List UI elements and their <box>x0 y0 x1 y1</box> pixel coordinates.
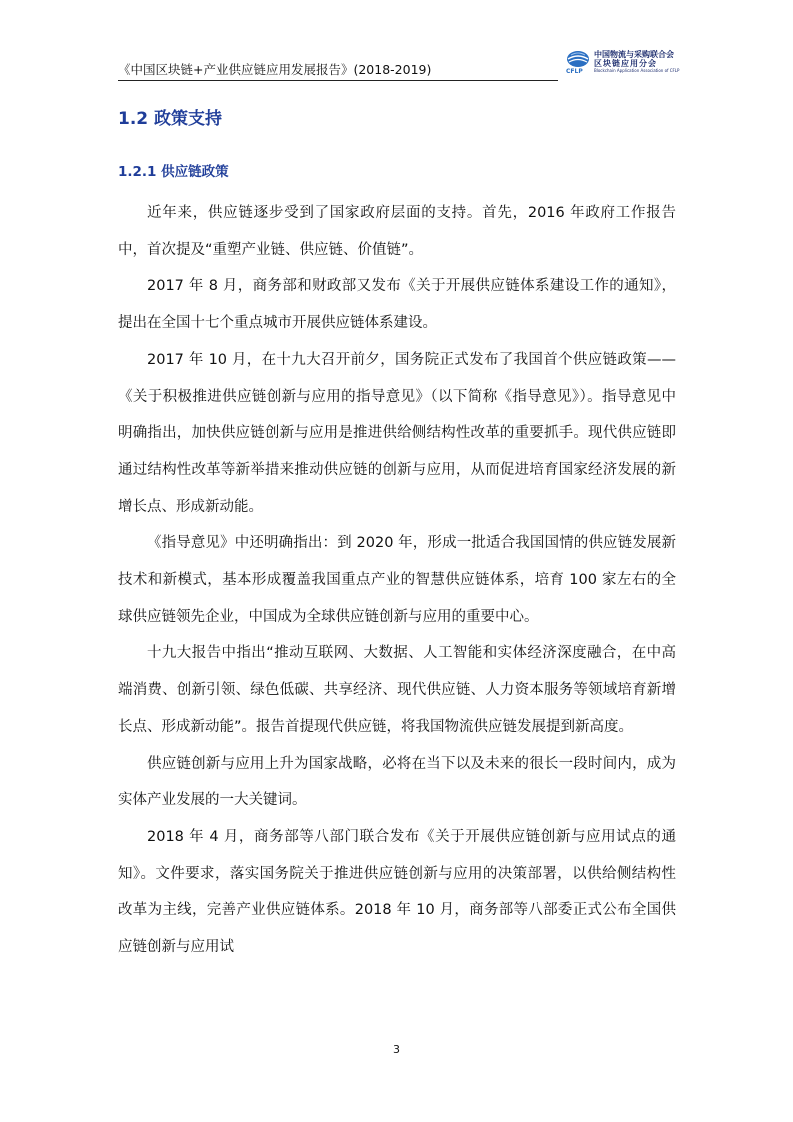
logo-org-name: 中国物流与采购联合会 <box>594 50 674 59</box>
association-logo <box>566 48 690 78</box>
paragraph: 2017 年 8 月，商务部和财政部又发布《关于开展供应链体系建设工作的通知》，提出在全国十七个重点城市开展供应链体系建设。 <box>118 278 676 332</box>
paragraph: 《指导意见》中还明确指出：到 2020 年，形成一批适合我国国情的供应链发展新技术和新模式，基本形成覆盖我国重点产业的智慧供应链体系，培育 100 家左右的全球供应链领先企业，中国成为全球供应链创新与应用的重要中心。 <box>118 535 676 625</box>
header-divider <box>118 80 558 81</box>
report-title: 《中国区块链+产业供应链应用发展报告》(2018-2019) <box>118 62 432 77</box>
paragraph: 供应链创新与应用上升为国家战略，必将在当下以及未来的很长一段时间内，成为实体产业发展的一大关键词。 <box>118 755 676 809</box>
page-number: 3 <box>393 1043 400 1056</box>
page-header <box>118 48 684 80</box>
paragraph: 近年来，供应链逐步受到了国家政府层面的支持。首先，2016 年政府工作报告中，首次提及“重塑产业链、供应链、价值链”。 <box>118 205 676 258</box>
paragraph: 十九大报告中指出“推动互联网、大数据、人工智能和实体经济深度融合，在中高端消费、创新引领、绿色低碳、共享经济、现代供应链、人力资本服务等领域培育新增长点、形成新动能”。报告首提现代供应链，将我国物流供应链发展提到新高度。 <box>118 645 676 735</box>
logo-branch-name: 区块链应用分会 <box>594 59 657 68</box>
body-text <box>118 195 676 966</box>
logo-english-name: Blockchain Application Association of CFLP <box>594 68 680 73</box>
paragraph: 2018 年 4 月，商务部等八部门联合发布《关于开展供应链创新与应用试点的通知》。文件要求，落实国务院关于推进供应链创新与应用的决策部署，以供给侧结构性改革为主线，完善产业供应链体系。2018 年 10 月，商务部等八部委正式公布全国供应链创新与应用试 <box>118 828 676 956</box>
subsection-heading: 1.2.1 供应链政策 <box>118 164 229 180</box>
logo-abbreviation: CFLP <box>566 68 583 75</box>
logo-text <box>594 50 694 74</box>
paragraph: 2017 年 10 月，在十九大召开前夕，国务院正式发布了我国首个供应链政策——《关于积极推进供应链创新与应用的指导意见》（以下简称《指导意见》）。指导意见中明确指出，加快供应链创新与应用是推进供给侧结构性改革的重要抓手。现代供应链即通过结构性改革等新举措来推动供应链的创新与应用，从而促进培育国家经济发展的新增长点、形成新动能。 <box>118 351 676 515</box>
globe-logo-icon <box>566 50 590 68</box>
section-heading: 1.2 政策支持 <box>118 109 223 129</box>
